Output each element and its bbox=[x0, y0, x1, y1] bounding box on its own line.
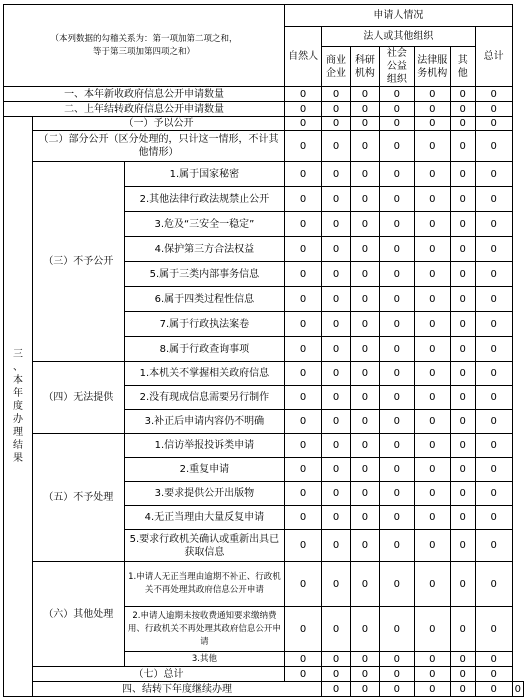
cell-value: 0 bbox=[475, 458, 512, 482]
cell-value: 0 bbox=[322, 652, 351, 667]
header-legal-service: 法律服务机构 bbox=[414, 47, 450, 87]
cell-value: 0 bbox=[414, 87, 450, 102]
cell-value: 0 bbox=[322, 506, 351, 530]
row-label: 3.危及“三安全一稳定” bbox=[124, 212, 284, 237]
cell-value: 0 bbox=[350, 162, 379, 187]
cell-value: 0 bbox=[322, 386, 351, 410]
group-label: （五）不予处理 bbox=[32, 434, 124, 562]
cell-value: 0 bbox=[414, 287, 450, 312]
cell-value: 0 bbox=[322, 562, 351, 607]
cell-value: 0 bbox=[379, 262, 414, 287]
cell-value: 0 bbox=[379, 237, 414, 262]
cell-value: 0 bbox=[450, 458, 475, 482]
cell-value: 0 bbox=[285, 607, 322, 652]
row-label: 1.申请人无正当理由逾期不补正、行政机关不再处理其政府信息公开申请 bbox=[124, 562, 284, 607]
cell-value: 0 bbox=[285, 131, 322, 162]
cell-value: 0 bbox=[475, 482, 512, 506]
cell-value: 0 bbox=[322, 530, 351, 562]
row-label: 5.要求行政机关确认或重新出具已获取信息 bbox=[124, 530, 284, 562]
row-label: 5.属于三类内部事务信息 bbox=[124, 262, 284, 287]
cell-value: 0 bbox=[475, 530, 512, 562]
cell-value: 0 bbox=[350, 607, 379, 652]
cell-value: 0 bbox=[379, 506, 414, 530]
cell-value: 0 bbox=[285, 506, 322, 530]
row-label: 8.属于行政查询事项 bbox=[124, 337, 284, 362]
cell-value: 0 bbox=[414, 187, 450, 212]
table-row bbox=[4, 682, 524, 697]
cell-value: 0 bbox=[322, 187, 351, 212]
cell-value: 0 bbox=[379, 434, 414, 458]
cell-value: 0 bbox=[322, 102, 351, 117]
cell-value: 0 bbox=[414, 530, 450, 562]
cell-value: 0 bbox=[322, 682, 351, 697]
cell-value: 0 bbox=[285, 530, 322, 562]
cell-value: 0 bbox=[350, 506, 379, 530]
cell-value: 0 bbox=[379, 337, 414, 362]
cell-value: 0 bbox=[450, 506, 475, 530]
cell-value: 0 bbox=[414, 667, 450, 682]
table-row bbox=[4, 87, 524, 102]
cell-value: 0 bbox=[379, 652, 414, 667]
row-label: 1.属于国家秘密 bbox=[124, 162, 284, 187]
cell-value: 0 bbox=[350, 237, 379, 262]
row-label: 二、上年结转政府信息公开申请数量 bbox=[4, 102, 285, 117]
table-row bbox=[4, 434, 524, 458]
row-label: 4.保护第三方合法权益 bbox=[124, 237, 284, 262]
header-other: 其他 bbox=[450, 47, 475, 87]
cell-value: 0 bbox=[379, 410, 414, 434]
cell-value: 0 bbox=[285, 237, 322, 262]
cell-value: 0 bbox=[322, 117, 351, 131]
cell-value: 0 bbox=[350, 102, 379, 117]
cell-value: 0 bbox=[350, 434, 379, 458]
row-label: 一、本年新收政府信息公开申请数量 bbox=[4, 87, 285, 102]
cell-value: 0 bbox=[379, 187, 414, 212]
cell-value: 0 bbox=[285, 434, 322, 458]
cell-value: 0 bbox=[414, 337, 450, 362]
gov-info-disclosure-table bbox=[3, 4, 524, 697]
cell-value: 0 bbox=[450, 482, 475, 506]
cell-value: 0 bbox=[414, 312, 450, 337]
cell-value: 0 bbox=[285, 212, 322, 237]
cell-value: 0 bbox=[414, 607, 450, 652]
cell-value: 0 bbox=[450, 287, 475, 312]
cell-value: 0 bbox=[379, 162, 414, 187]
cell-value: 0 bbox=[322, 458, 351, 482]
cell-value: 0 bbox=[414, 458, 450, 482]
cell-value: 0 bbox=[285, 312, 322, 337]
table-note-line2: 等于第三项加第四项之和） bbox=[93, 46, 196, 57]
header-research: 科研机构 bbox=[350, 47, 379, 87]
cell-value: 0 bbox=[322, 667, 351, 682]
cell-value: 0 bbox=[379, 312, 414, 337]
cell-value: 0 bbox=[414, 102, 450, 117]
header-commercial: 商业企业 bbox=[322, 47, 351, 87]
cell-value: 0 bbox=[350, 262, 379, 287]
cell-value: 0 bbox=[350, 667, 379, 682]
cell-value: 0 bbox=[285, 337, 322, 362]
cell-value: 0 bbox=[475, 652, 512, 667]
cell-value: 0 bbox=[475, 312, 512, 337]
cell-value: 0 bbox=[285, 102, 322, 117]
cell-value: 0 bbox=[414, 410, 450, 434]
cell-value: 0 bbox=[450, 410, 475, 434]
cell-value: 0 bbox=[414, 434, 450, 458]
cell-value: 0 bbox=[379, 87, 414, 102]
cell-value: 0 bbox=[450, 607, 475, 652]
row-label: 1.信访举报投诉类申请 bbox=[124, 434, 284, 458]
cell-value: 0 bbox=[450, 337, 475, 362]
cell-value: 0 bbox=[475, 682, 512, 697]
cell-value: 0 bbox=[450, 362, 475, 386]
cell-value: 0 bbox=[450, 562, 475, 607]
cell-value: 0 bbox=[322, 237, 351, 262]
cell-value: 0 bbox=[414, 262, 450, 287]
cell-value: 0 bbox=[285, 162, 322, 187]
cell-value: 0 bbox=[379, 102, 414, 117]
cell-value: 0 bbox=[414, 237, 450, 262]
cell-value: 0 bbox=[285, 652, 322, 667]
cell-value: 0 bbox=[350, 312, 379, 337]
row-label: （一）予以公开 bbox=[32, 117, 284, 131]
table-row bbox=[4, 162, 524, 187]
row-label: 3.其他 bbox=[124, 652, 284, 667]
cell-value: 0 bbox=[450, 262, 475, 287]
cell-value: 0 bbox=[350, 386, 379, 410]
row-label: 2.重复申请 bbox=[124, 458, 284, 482]
cell-value: 0 bbox=[379, 131, 414, 162]
header-legal-entity: 法人或其他组织 bbox=[322, 27, 476, 47]
row-label: 3.要求提供公开出版物 bbox=[124, 482, 284, 506]
cell-value: 0 bbox=[322, 434, 351, 458]
cell-value: 0 bbox=[285, 410, 322, 434]
row-label: 7.属于行政执法案卷 bbox=[124, 312, 284, 337]
cell-value: 0 bbox=[450, 312, 475, 337]
cell-value: 0 bbox=[475, 607, 512, 652]
row-label: 2.申请人逾期未按收费通知要求缴纳费用、行政机关不再处理其政府信息公开申请 bbox=[124, 607, 284, 652]
cell-value: 0 bbox=[475, 87, 512, 102]
cell-value: 0 bbox=[475, 237, 512, 262]
cell-value: 0 bbox=[475, 386, 512, 410]
cell-value: 0 bbox=[512, 682, 523, 697]
cell-value: 0 bbox=[285, 562, 322, 607]
cell-value: 0 bbox=[322, 337, 351, 362]
cell-value: 0 bbox=[379, 530, 414, 562]
cell-value: 0 bbox=[475, 562, 512, 607]
cell-value: 0 bbox=[414, 117, 450, 131]
row-label: 四、结转下年度继续办理 bbox=[32, 682, 321, 697]
cell-value: 0 bbox=[350, 562, 379, 607]
cell-value: 0 bbox=[350, 117, 379, 131]
cell-value: 0 bbox=[350, 212, 379, 237]
cell-value: 0 bbox=[350, 458, 379, 482]
cell-value: 0 bbox=[350, 337, 379, 362]
cell-value: 0 bbox=[285, 362, 322, 386]
row-label: （七）总计 bbox=[32, 667, 284, 682]
cell-value: 0 bbox=[475, 162, 512, 187]
cell-value: 0 bbox=[475, 102, 512, 117]
cell-value: 0 bbox=[322, 162, 351, 187]
cell-value: 0 bbox=[414, 386, 450, 410]
cell-value: 0 bbox=[379, 287, 414, 312]
row-label: 4.无正当理由大量反复申请 bbox=[124, 506, 284, 530]
row-label: （二）部分公开（区分处理的，只计这一情形，不计其他情形） bbox=[32, 131, 284, 162]
header-total: 总计 bbox=[475, 27, 512, 87]
cell-value: 0 bbox=[414, 562, 450, 607]
cell-value: 0 bbox=[414, 212, 450, 237]
table-row bbox=[4, 102, 524, 117]
cell-value: 0 bbox=[350, 87, 379, 102]
group-label: （六）其他处理 bbox=[32, 562, 124, 667]
cell-value: 0 bbox=[450, 667, 475, 682]
cell-value: 0 bbox=[379, 667, 414, 682]
cell-value: 0 bbox=[350, 131, 379, 162]
cell-value: 0 bbox=[450, 652, 475, 667]
cell-value: 0 bbox=[379, 562, 414, 607]
cell-value: 0 bbox=[450, 434, 475, 458]
row-label: 2.没有现成信息需要另行制作 bbox=[124, 386, 284, 410]
cell-value: 0 bbox=[285, 386, 322, 410]
cell-value: 0 bbox=[350, 482, 379, 506]
cell-value: 0 bbox=[379, 607, 414, 652]
cell-value: 0 bbox=[350, 652, 379, 667]
cell-value: 0 bbox=[379, 682, 414, 697]
cell-value: 0 bbox=[450, 212, 475, 237]
cell-value: 0 bbox=[285, 262, 322, 287]
cell-value: 0 bbox=[322, 87, 351, 102]
cell-value: 0 bbox=[379, 212, 414, 237]
cell-value: 0 bbox=[322, 362, 351, 386]
row-label: 6.属于四类过程性信息 bbox=[124, 287, 284, 312]
cell-value: 0 bbox=[450, 131, 475, 162]
cell-value: 0 bbox=[379, 386, 414, 410]
cell-value: 0 bbox=[285, 87, 322, 102]
header-applicant: 申请人情况 bbox=[285, 5, 513, 27]
row-label: 3.补正后申请内容仍不明确 bbox=[124, 410, 284, 434]
cell-value: 0 bbox=[475, 410, 512, 434]
cell-value: 0 bbox=[450, 162, 475, 187]
table-row bbox=[4, 131, 524, 162]
cell-value: 0 bbox=[450, 237, 475, 262]
cell-value: 0 bbox=[379, 362, 414, 386]
cell-value: 0 bbox=[350, 362, 379, 386]
cell-value: 0 bbox=[414, 162, 450, 187]
cell-value: 0 bbox=[475, 337, 512, 362]
cell-value: 0 bbox=[350, 530, 379, 562]
cell-value: 0 bbox=[475, 131, 512, 162]
cell-value: 0 bbox=[450, 87, 475, 102]
cell-value: 0 bbox=[414, 682, 450, 697]
cell-value: 0 bbox=[414, 362, 450, 386]
cell-value: 0 bbox=[475, 506, 512, 530]
cell-value: 0 bbox=[350, 187, 379, 212]
cell-value: 0 bbox=[414, 131, 450, 162]
cell-value: 0 bbox=[350, 410, 379, 434]
cell-value: 0 bbox=[322, 131, 351, 162]
section-3-label: 三 、 本 年 度 办 理 结 果 bbox=[4, 117, 33, 697]
table-note-line1: （本列数据的勾稽关系为：第一项加第二项之和， bbox=[50, 33, 238, 44]
group-label: （三）不予公开 bbox=[32, 162, 124, 362]
cell-value: 0 bbox=[475, 667, 512, 682]
table-row bbox=[4, 117, 524, 131]
cell-value: 0 bbox=[475, 362, 512, 386]
table-note bbox=[4, 5, 285, 87]
cell-value: 0 bbox=[450, 530, 475, 562]
cell-value: 0 bbox=[414, 482, 450, 506]
group-label: （四）无法提供 bbox=[32, 362, 124, 434]
cell-value: 0 bbox=[379, 117, 414, 131]
cell-value: 0 bbox=[285, 117, 322, 131]
cell-value: 0 bbox=[414, 652, 450, 667]
cell-value: 0 bbox=[450, 682, 475, 697]
cell-value: 0 bbox=[322, 287, 351, 312]
cell-value: 0 bbox=[322, 262, 351, 287]
cell-value: 0 bbox=[379, 482, 414, 506]
cell-value: 0 bbox=[285, 287, 322, 312]
cell-value: 0 bbox=[475, 262, 512, 287]
cell-value: 0 bbox=[475, 434, 512, 458]
header-social: 社会公益组织 bbox=[379, 47, 414, 87]
cell-value: 0 bbox=[285, 482, 322, 506]
cell-value: 0 bbox=[285, 667, 322, 682]
cell-value: 0 bbox=[322, 212, 351, 237]
cell-value: 0 bbox=[450, 386, 475, 410]
cell-value: 0 bbox=[450, 187, 475, 212]
cell-value: 0 bbox=[450, 117, 475, 131]
cell-value: 0 bbox=[475, 212, 512, 237]
cell-value: 0 bbox=[322, 607, 351, 652]
cell-value: 0 bbox=[475, 287, 512, 312]
cell-value: 0 bbox=[350, 287, 379, 312]
cell-value: 0 bbox=[475, 187, 512, 212]
cell-value: 0 bbox=[475, 117, 512, 131]
header-natural-person: 自然人 bbox=[285, 27, 322, 87]
cell-value: 0 bbox=[350, 682, 379, 697]
cell-value: 0 bbox=[414, 506, 450, 530]
cell-value: 0 bbox=[322, 312, 351, 337]
cell-value: 0 bbox=[379, 458, 414, 482]
cell-value: 0 bbox=[322, 482, 351, 506]
row-label: 1.本机关不掌握相关政府信息 bbox=[124, 362, 284, 386]
cell-value: 0 bbox=[285, 187, 322, 212]
table-row bbox=[4, 667, 524, 682]
cell-value: 0 bbox=[450, 102, 475, 117]
cell-value: 0 bbox=[285, 458, 322, 482]
row-label: 2.其他法律行政法规禁止公开 bbox=[124, 187, 284, 212]
cell-value: 0 bbox=[322, 410, 351, 434]
table-row bbox=[4, 362, 524, 386]
table-row bbox=[4, 562, 524, 607]
